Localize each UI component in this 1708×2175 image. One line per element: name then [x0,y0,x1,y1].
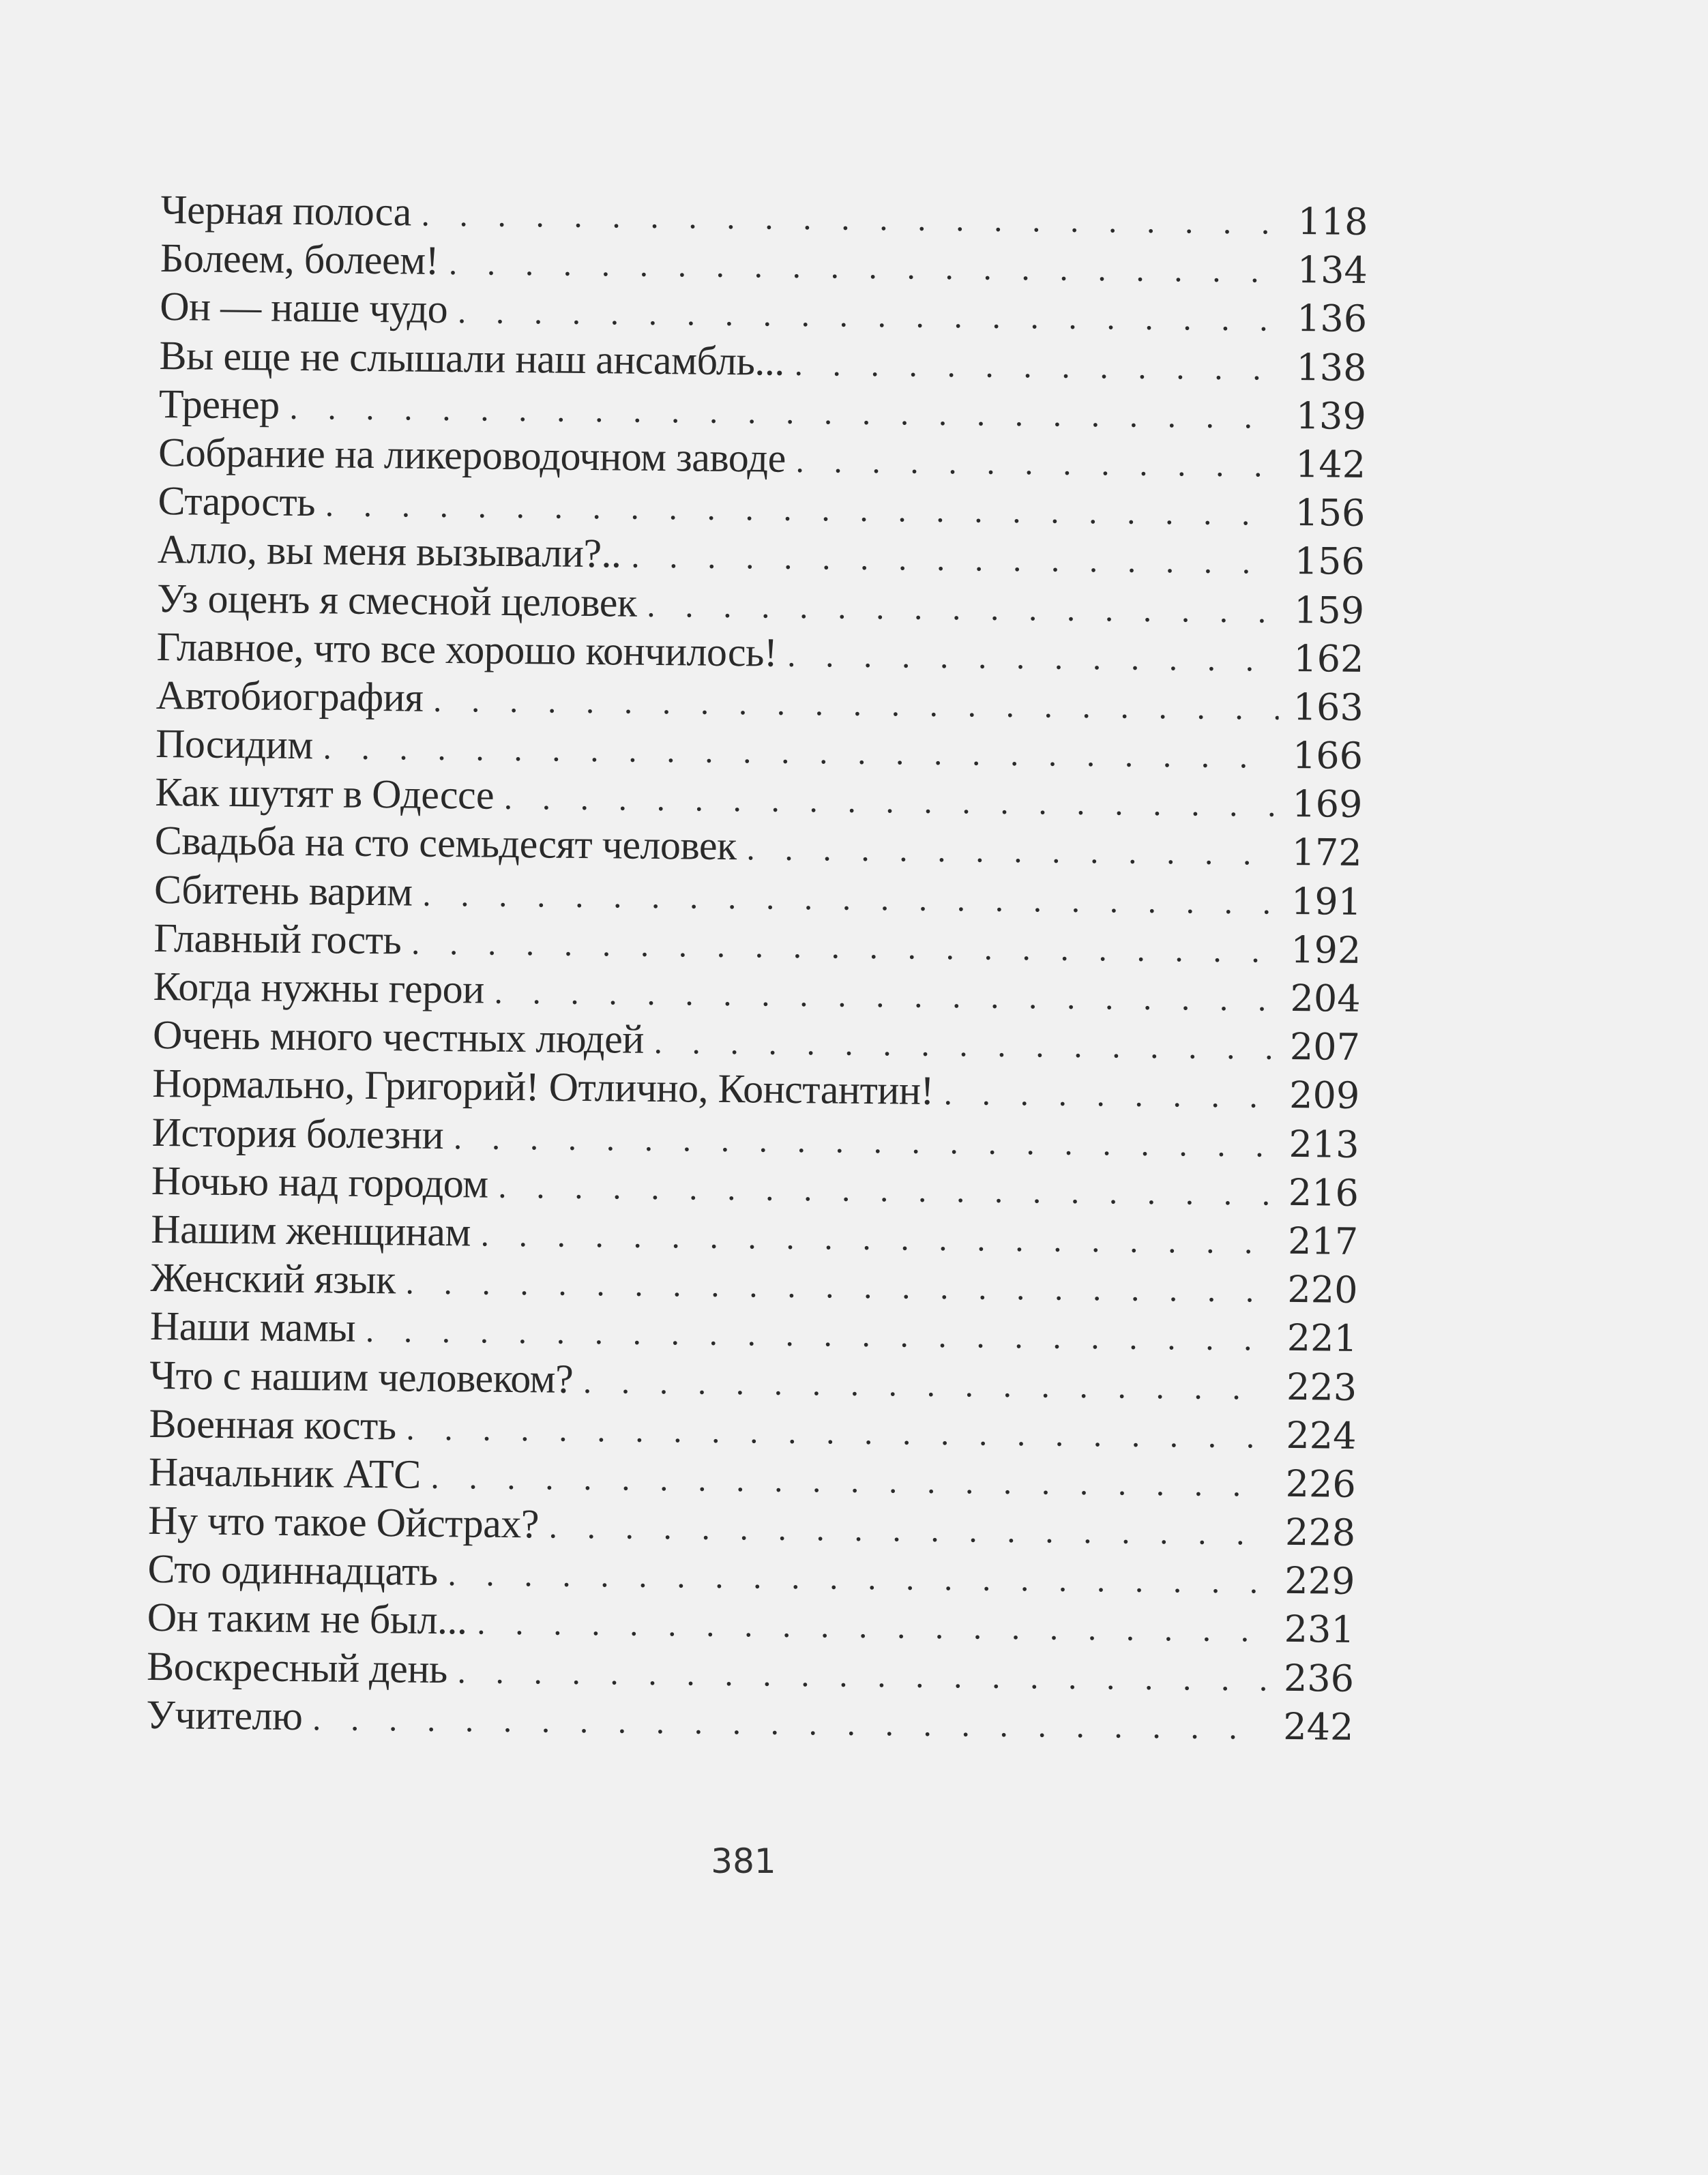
toc-entry-title: Уз оценъ я смесной целовек [156,575,637,625]
toc-entry-title: Наши мамы [149,1303,356,1351]
dot-leader [432,677,1279,734]
dot-leader [943,1070,1276,1122]
dot-leader [405,1405,1271,1462]
dot-leader [480,1212,1274,1268]
dot-leader [786,632,1280,685]
toc-entry-page: 136 [1296,297,1368,341]
toc-entry-title: Нашим женщинам [150,1206,471,1255]
dot-leader [746,826,1278,879]
toc-entry-page: 139 [1295,394,1367,438]
toc-entry-page: 156 [1294,539,1366,584]
toc-entry-title: Как шутят в Одессе [155,769,495,818]
toc-entry-page: 231 [1284,1608,1355,1652]
toc-entry-page: 242 [1283,1704,1354,1749]
dot-leader [404,1260,1273,1316]
toc-entry-title: Ночью над городом [151,1157,488,1207]
toc-entry-page: 163 [1293,685,1364,729]
dot-leader [630,533,1280,588]
toc-entry-page: 172 [1291,831,1362,875]
toc-entry-title: Он — наше чудо [159,284,448,332]
toc-entry-page: 166 [1292,734,1364,778]
toc-entry-page: 138 [1296,345,1367,389]
toc-entry-page: 207 [1289,1025,1361,1069]
toc-entry-page: 223 [1286,1365,1357,1409]
toc-entry-page: 159 [1293,588,1365,632]
toc-entry-page: 216 [1288,1170,1359,1215]
dot-leader [476,1600,1270,1656]
toc-entry-title: Вы еще не слышали наш ансамбль... [159,332,785,384]
toc-entry-page: 221 [1286,1316,1358,1361]
toc-entry-page: 220 [1287,1268,1358,1312]
toc-entry-title: История болезни [151,1109,444,1157]
toc-entry-title: Автобиография [156,672,424,720]
toc-entry-title: Что с нашим человеком? [149,1352,574,1402]
dot-leader [420,192,1283,248]
dot-leader [422,871,1277,928]
toc-entry-page: 162 [1293,636,1364,681]
dot-leader [795,438,1281,491]
toc-entry-title: Болеем, болеем! [160,235,439,284]
dot-leader [793,340,1282,394]
dot-leader [453,1114,1275,1171]
toc-entry-page: 142 [1295,442,1366,486]
toc-entry-page: 204 [1290,976,1361,1020]
toc-entry-page: 156 [1295,491,1366,535]
toc-entry-title: Старость [158,478,316,525]
dot-leader [312,1696,1269,1753]
toc-entry-title: Очень много честных людей [152,1012,645,1063]
dot-leader [497,1164,1274,1219]
toc-entry-title: Посидим [155,721,314,768]
toc-entry-title: Когда нужны герои [153,963,485,1012]
dot-leader [430,1454,1271,1511]
toc-entry-title: Сбитень варим [153,866,413,915]
toc-entry-title: Тренер [158,381,280,428]
toc-entry-title: Он таким не был... [147,1595,467,1643]
toc-entry-title: Главное, что все хорошо кончилось! [156,623,778,675]
dot-leader [411,919,1277,976]
toc-entry-page: 209 [1289,1074,1360,1118]
toc-entry-title: Свадьба на сто семьдесят человек [154,818,737,869]
toc-entry-page: 118 [1297,200,1368,243]
toc-entry-title: Воскресный день [146,1643,448,1691]
toc-entry-title: Женский язык [150,1255,396,1303]
toc-entry-page: 134 [1297,248,1368,293]
toc-entry-page: 191 [1291,879,1362,923]
toc-entry-title: Собрание на ликероводочном заводе [158,429,786,481]
table-of-contents [146,186,1368,1751]
toc-entry-page: 224 [1286,1413,1357,1458]
toc-entry-page: 226 [1285,1462,1357,1506]
toc-entry-title: Военная кость [149,1400,397,1449]
toc-entry-page: 229 [1284,1559,1355,1603]
toc-entry-title: Главный гость [153,915,402,963]
page-number: 381 [711,1841,776,1881]
toc-entry-page: 192 [1290,928,1361,972]
toc-entry-page: 169 [1291,782,1363,827]
toc-entry-title: Нормально, Григорий! Отлично, Константин! [152,1061,934,1114]
toc-entry-page: 217 [1287,1219,1359,1263]
dot-leader [447,1551,1270,1608]
toc-entry-title: Сто одиннадцать [147,1546,439,1595]
toc-entry-page: 236 [1283,1656,1355,1700]
toc-entry-title: Учителю [146,1691,303,1738]
dot-leader [448,240,1283,297]
dot-leader [583,1359,1273,1414]
toc-entry-title: Ну что такое Ойстрах? [147,1497,540,1547]
toc-entry-title: Начальник АТС [148,1449,421,1497]
dot-leader [548,1504,1271,1559]
toc-entry-page: 213 [1289,1122,1359,1166]
dot-leader [456,1648,1269,1704]
toc-entry-title: Алло, вы меня вызывали?.. [157,527,621,576]
toc-entry-page: 228 [1284,1510,1356,1554]
toc-entry-title: Черная полоса [160,186,412,235]
